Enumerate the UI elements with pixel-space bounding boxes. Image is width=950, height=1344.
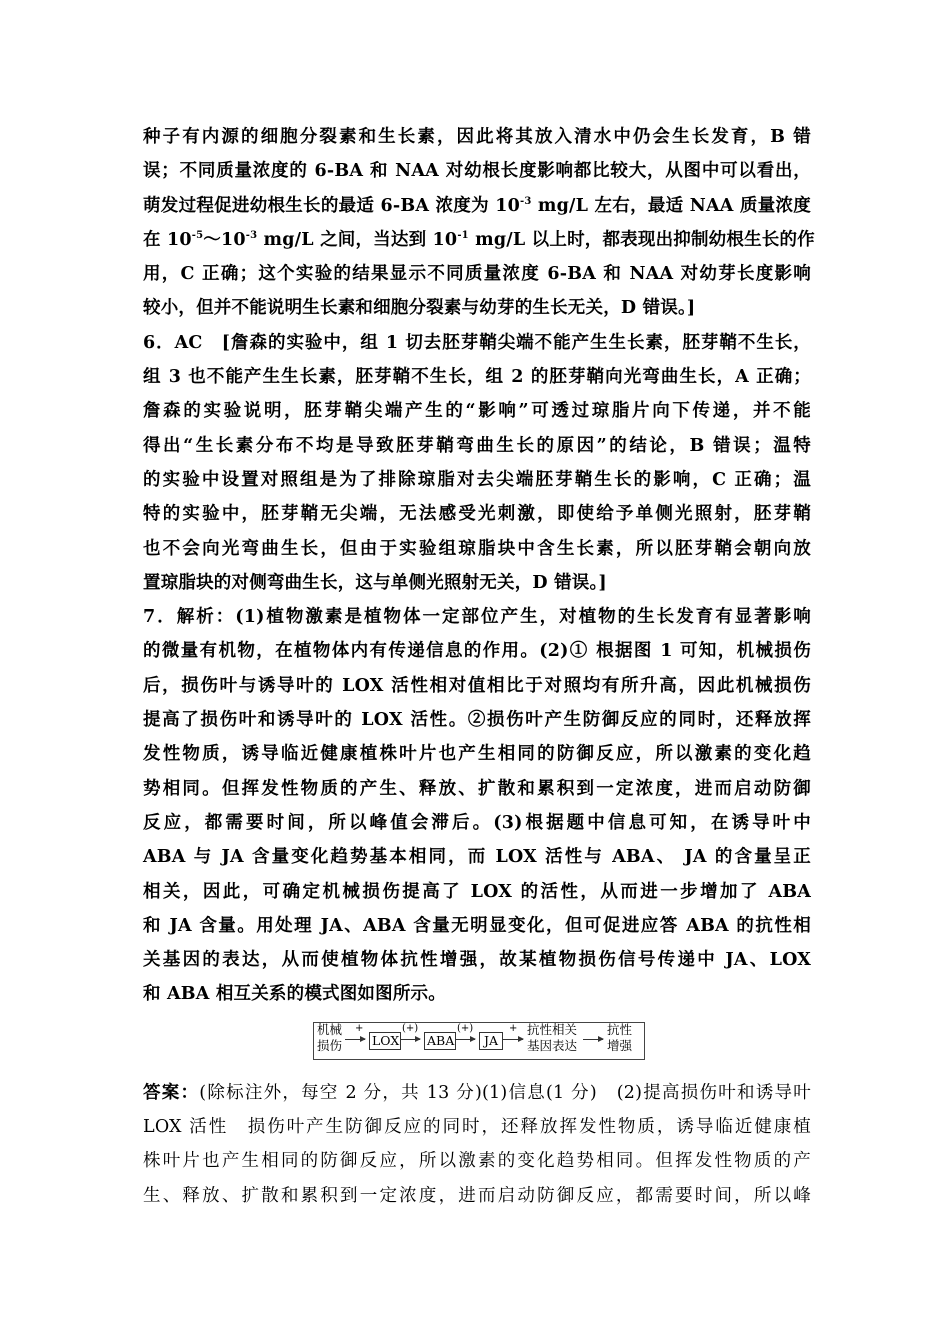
node-label: 抗性相关 [527, 1021, 578, 1037]
text-line: 组 3 也不能产生生长素，胚芽鞘不生长，组 2 的胚芽鞘向光弯曲生长，A 正确； [143, 367, 811, 388]
text-line: 和 ABA 相互关系的模式图如图所示。 [143, 984, 446, 1005]
node-label: 机械 [317, 1021, 343, 1037]
text-run: 萌发过程促进幼根生长的最适 6-BA 浓度为 10 [143, 195, 520, 216]
text-line [143, 223, 815, 257]
node-label: 抗性 [607, 1021, 633, 1037]
text-line: 的实验中设置对照组是为了排除琼脂对去尖端胚芽鞘生长的影响，C 正确；温 [143, 469, 811, 490]
text-line: 和 JA 含量。用处理 JA、ABA 含量无明显变化，但可促进应答 ABA 的抗性相 [143, 915, 811, 936]
node-mechanical-damage [317, 1022, 342, 1054]
text-line: LOX 活性 损伤叶产生防御反应的同时，还释放挥发性物质，诱导临近健康植 [143, 1117, 811, 1138]
superscript: -1 [457, 230, 469, 242]
text-line: 发性物质，诱导临近健康植株叶片也产生相同的防御反应，所以激素的变化趋 [143, 744, 811, 765]
text-line: ABA 与 JA 含量变化趋势基本相同，而 LOX 活性与 ABA、 JA 的含量呈正 [143, 847, 811, 868]
node-label: 增强 [607, 1037, 633, 1053]
text-line: 相关，因此，可确定机械损伤提高了 LOX 的活性，从而进一步增加了 ABA [143, 881, 811, 902]
superscript: -3 [245, 230, 258, 242]
text-line: 生、释放、扩散和累积到一定浓度，进而启动防御反应，都需要时间，所以峰 [143, 1185, 811, 1206]
text-line: 詹森的实验说明，胚芽鞘尖端产生的“影响”可透过琼脂片向下传递，并不能 [143, 401, 811, 422]
node-ja: JA [479, 1032, 503, 1050]
text-line: 株叶片也产生相同的防御反应，所以激素的变化趋势相同。但挥发性物质的产 [143, 1151, 811, 1172]
text-line: 7．解析：(1)植物激素是植物体一定部位产生，对植物的生长发育有显著影响 [143, 607, 811, 628]
text-line: 特的实验中，胚芽鞘无尖端，无法感受光刺激，即使给予单侧光照射，胚芽鞘 [143, 504, 811, 525]
arrow-icon [345, 1039, 365, 1040]
text-line: 置琼脂块的对侧弯曲生长，这与单侧光照射无关，D 错误。] [143, 572, 607, 593]
text-line: 提高了损伤叶和诱导叶的 LOX 活性。②损伤叶产生防御反应的同时，还释放挥 [143, 710, 811, 731]
text-line: 后，损伤叶与诱导叶的 LOX 活性相对值相比于对照均有所升高，因此机械损伤 [143, 675, 811, 696]
answer-section [143, 1076, 811, 1213]
node-lox: LOX [369, 1032, 401, 1050]
node-resistance-enhanced [607, 1022, 632, 1054]
sign-label: (+) [402, 1022, 419, 1034]
text-line: 势相同。但挥发性物质的产生、释放、扩散和累积到一定浓度，进而启动防御 [143, 778, 811, 799]
text-line [143, 189, 811, 223]
node-resistance-genes [527, 1022, 577, 1054]
text-line: 用，C 正确；这个实验的结果显示不同质量浓度 6-BA 和 NAA 对幼芽长度影响 [143, 264, 811, 285]
text-line: 的微量有机物，在植物体内有传递信息的作用。(2)① 根据图 1 可知，机械损伤 [143, 641, 811, 662]
arrow-icon [400, 1039, 420, 1040]
text-line: 得出“生长素分布不均是导致胚芽鞘弯曲生长的原因”的结论，B 错误；温特 [143, 435, 811, 456]
superscript: -5 [191, 230, 204, 242]
text-line [143, 1076, 811, 1110]
text-line: 较小，但并不能说明生长素和细胞分裂素与幼芽的生长无关，D 错误。] [143, 298, 696, 319]
arrow-icon [455, 1039, 475, 1040]
sign-label: + [355, 1022, 364, 1034]
document-page [143, 120, 815, 1213]
question-6-explanation [143, 326, 811, 600]
text-run: mg/L 左右，最适 NAA 质量浓度 [531, 195, 811, 216]
text-line: 关基因的表达，从而使植物体抗性增强，故某植物损伤信号传递中 JA、LOX [143, 950, 811, 971]
text-line: 6．AC [詹森的实验中，组 1 切去胚芽鞘尖端不能产生生长素，胚芽鞘不生长， [143, 332, 811, 353]
node-aba: ABA [424, 1032, 456, 1050]
question-7-explanation [143, 600, 811, 1012]
answer-label: 答案： [143, 1082, 200, 1103]
text-line: 误；不同质量浓度的 6-BA 和 NAA 对幼根长度影响都比较大，从图中可以看出， [143, 161, 811, 182]
text-run: mg/L 以上时，都表现出抑制幼根生长的作 [468, 229, 815, 250]
text-run: mg/L 之间，当达到 10 [257, 229, 458, 250]
sign-label: + [509, 1022, 518, 1034]
arrow-icon [503, 1039, 523, 1040]
text-run: 在 10 [143, 229, 192, 250]
signal-pathway-diagram [313, 1022, 643, 1062]
sign-label: (+) [457, 1022, 474, 1034]
text-line: 也不会向光弯曲生长，但由于实验组琼脂块中含生长素，所以胚芽鞘会朝向放 [143, 538, 811, 559]
arrow-icon [583, 1039, 603, 1040]
text-run: ～10 [203, 229, 246, 250]
node-label: 损伤 [317, 1037, 343, 1053]
paragraph-continuation [143, 120, 815, 326]
text-line: 种子有内源的细胞分裂素和生长素，因此将其放入清水中仍会生长发育，B 错 [143, 127, 811, 147]
superscript: -3 [520, 195, 532, 207]
text-run: (除标注外，每空 2 分，共 13 分)(1)信息(1 分) (2)提高损伤叶和诱导叶 [199, 1082, 811, 1103]
text-line: 反应，都需要时间，所以峰值会滞后。(3)根据题中信息可知，在诱导叶中 [143, 812, 811, 833]
node-label: 基因表达 [527, 1037, 578, 1053]
